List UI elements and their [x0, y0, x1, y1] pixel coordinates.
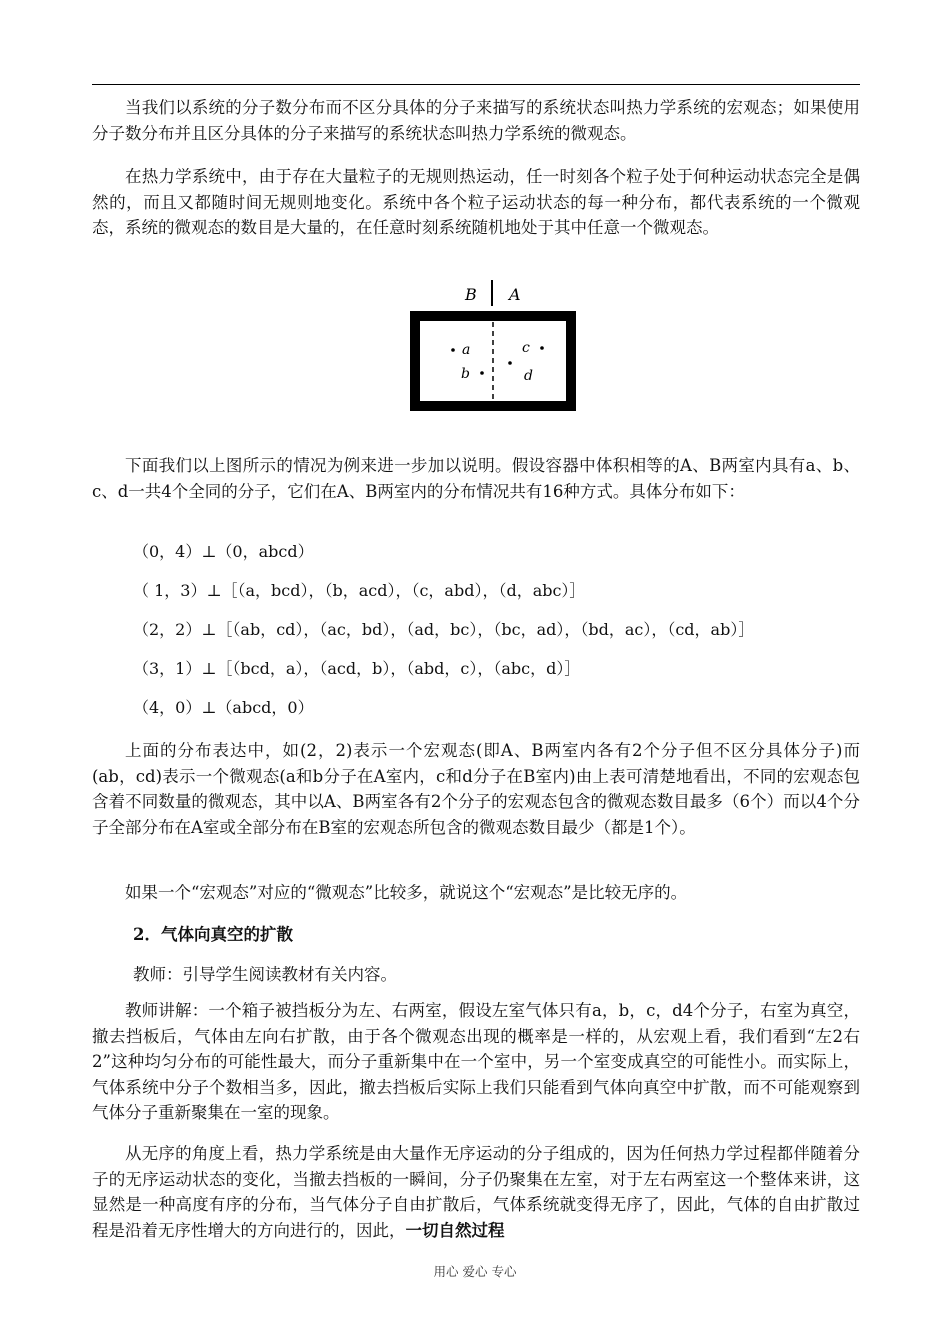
molecule-dot-b [480, 371, 484, 375]
partition-container-figure [405, 280, 585, 414]
distribution-line-4-0: （4，0）⊥（abcd，0） [133, 698, 314, 717]
paragraph-normal-text: 从无序的角度上看，热力学系统是由大量作无序运动的分子组成的，因为任何热力学过程都伴随着分子的无序运动状态的变化，当撤去挡板的一瞬间，分子仍聚集在左室，对于左右两室这一个整体来讲，这显然是一种高度有序的分布，当气体分子自由扩散后，气体系统就变得无序了，因此，气体的自由扩散过程是沿着无序性增大的方向进行的，因此， [92, 1144, 860, 1240]
molecule-dot-d [508, 361, 512, 365]
distribution-line-3-1: （3，1）⊥［（bcd，a），（acd，b），（abd，c），（abc，d）］ [133, 659, 581, 678]
paragraph-example-intro: 下面我们以上图所示的情况为例来进一步加以说明。假设容器中体积相等的A、B两室内具有a、b、c、d一共4个全同的分子，它们在A、B两室内的分布情况共有16种方式。具体分布如下： [92, 456, 860, 501]
paragraph-teacher-explanation: 教师讲解：一个箱子被挡板分为左、右两室，假设左室气体只有a，b，c，d4个分子，右室为真空，撤去挡板后，气体由左向右扩散，由于各个微观态出现的概率是一样的，从宏观上看，我们看到“左2右2”这种均匀分布的可能性最大，而分子重新集中在一个室中，另一个室变成真空的可能性小。而实际上，气体系统中分子个数相当多，因此，撤去挡板后实际上我们只能看到气体向真空中扩散，而不可能观察到气体分子重新聚集在一室的现象。 [92, 1001, 860, 1122]
molecule-dot-a [451, 348, 455, 352]
distribution-line-1-3: （ 1，3）⊥［（a，bcd），（b，acd），（c，abd），（d，abc）］ [133, 581, 586, 600]
distribution-line-2-2: （2，2）⊥［（ab，cd），（ac，bd），（ad，bc），（bc，ad），（bd，ac），（cd，ab）］ [133, 620, 755, 639]
label-room-b: B [465, 285, 477, 304]
molecule-label-d: d [524, 368, 533, 384]
paragraph-disorder-perspective [92, 1141, 860, 1243]
label-room-a: A [509, 285, 521, 304]
molecule-label-a: a [462, 342, 471, 358]
paragraph-microstate-explanation: 在热力学系统中，由于存在大量粒子的无规则热运动，任一时刻各个粒子处于何种运动状态完全是偶然的，而且又都随时间无规则地变化。系统中各个粒子运动状态的每一种分布，都代表系统的一个微观态，系统的微观态的数目是大量的，在任意时刻系统随机地处于其中任意一个微观态。 [92, 167, 860, 237]
header-rule [92, 84, 860, 85]
molecule-label-b: b [461, 366, 470, 382]
distribution-line-0-4: （0，4）⊥（0，abcd） [133, 542, 314, 561]
paragraph-disorder-definition: 如果一个“宏观态”对应的“微观态”比较多，就说这个“宏观态”是比较无序的。 [125, 883, 688, 902]
teacher-instruction: 教师：引导学生阅读教材有关内容。 [133, 965, 397, 984]
page-footer: 用心 爱心 专心 [433, 1264, 517, 1279]
paragraph-distribution-analysis: 上面的分布表达中，如(2，2)表示一个宏观态(即A、B两室内各有2个分子但不区分具体分子)而(ab，cd)表示一个微观态(a和b分子在A室内，c和d分子在B室内)由上表可清楚地看出，不同的宏观态包含着不同数量的微观态，其中以A、B两室各有2个分子的宏观态包含的微观态数目最多（6个）而以4个分子全部分布在A室或全部分布在B室的宏观态所包含的微观态数目最少（都是1个）。 [92, 741, 860, 837]
molecule-label-c: c [522, 340, 530, 356]
section-heading: 2．气体向真空的扩散 [133, 925, 293, 944]
paragraph-macro-micro-definition: 当我们以系统的分子数分布而不区分具体的分子来描写的系统状态叫热力学系统的宏观态；如果使用分子数分布并且区分具体的分子来描写的系统状态叫热力学系统的微观态。 [92, 98, 860, 143]
molecule-dot-c [540, 346, 544, 350]
bold-emphasis-text: 一切自然过程 [405, 1220, 505, 1240]
